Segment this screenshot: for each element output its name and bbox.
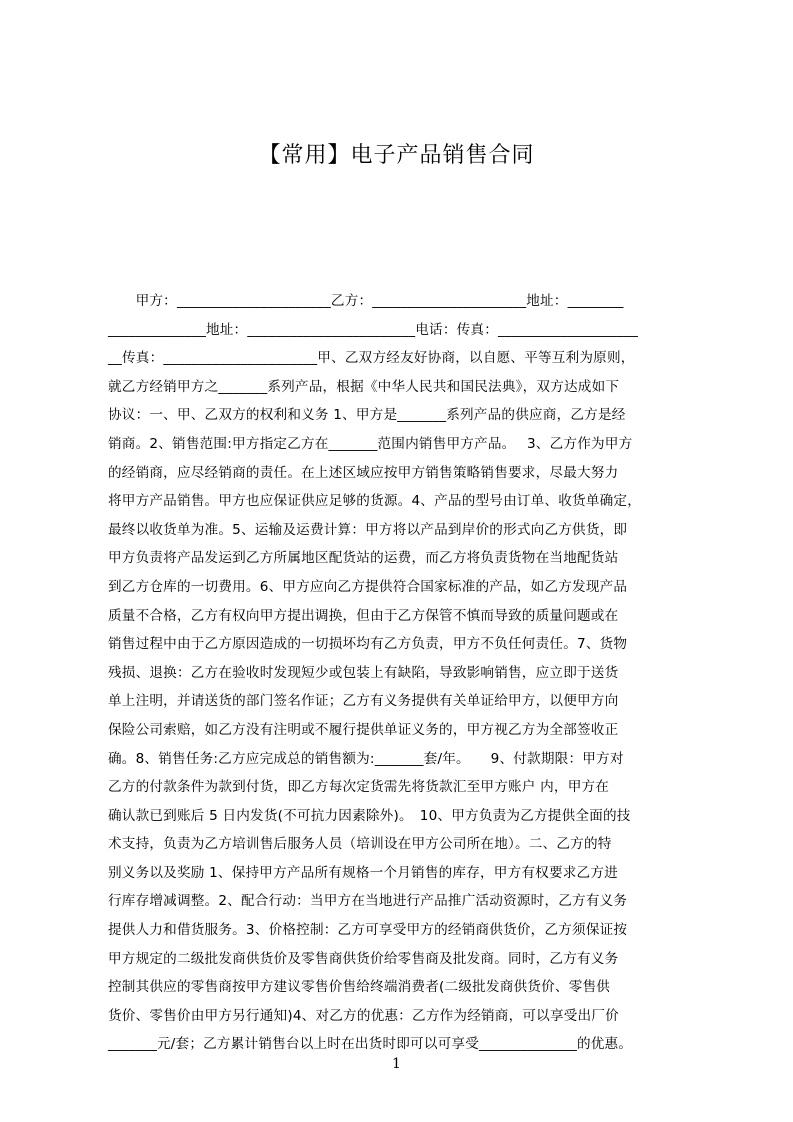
body-line: 确。8、销售任务:乙方应完成总的销售额为:_______套/年。 9、付款期限：甲方对 [108, 750, 624, 767]
body-line: 将甲方产品销售。甲方也应保证供应足够的货源。4、产品的型号由订单、收货单确定， [108, 493, 642, 510]
body-line: _______元/套；乙方累计销售台以上时在出货时即可以可享受______________的优惠。 [108, 1036, 633, 1053]
body-line: 的经销商，应尽经销商的责任。在上述区域应按甲方销售策略销售要求，尽最大努力 [108, 464, 619, 481]
body-line: 就乙方经销甲方之_______系列产品，根据《中华人民共和国民法典》，双方达成如下 [108, 378, 620, 395]
page-number: 1 [392, 1056, 401, 1072]
body-line: 最终以收货单为准。5、运输及运费计算：甲方将以产品到岸价的形式向乙方供货，即 [108, 521, 628, 538]
body-line: 残损、退换：乙方在验收时发现短少或包装上有缺陷，导致影响销售，应立即于送货 [108, 664, 619, 681]
body-line: 甲方规定的二级批发商供货价及零售商供货价给零售商及批发商。同时，乙方有义务 [108, 950, 619, 967]
body-line: 甲方：______________________乙方：______________________地址：________ [108, 293, 624, 309]
body-line: 甲方负责将产品发运到乙方所属地区配货站的运费，而乙方将负责货物在当地配货站 [108, 550, 619, 567]
body-line: 术支持，负责为乙方培训售后服务人员（培训设在甲方公司所在地）。二、乙方的特 [108, 836, 612, 853]
document-title: 【常用】电子产品销售合同 [258, 143, 535, 168]
body-line: ______________地址：________________________电话：传真：____________________ [108, 321, 638, 338]
body-line: 行库存增减调整。2、配合行动：当甲方在当地进行产品推广活动资源时，乙方有义务 [108, 893, 628, 910]
body-line: 协议：一、甲、乙双方的权利和义务 1、甲方是_______系列产品的供应商，乙方是经 [108, 407, 626, 424]
body-line: __传真：______________________甲、乙双方经友好协商，以自愿、平等互利为原则， [108, 350, 635, 367]
body-line: 乙方的付款条件为款到付货，即乙方每次定货需先将货款汇至甲方账户 内，甲方在 [108, 779, 610, 796]
body-line: 单上注明，并请送货的部门签名作证；乙方有义务提供有关单证给甲方，以便甲方向 [108, 693, 619, 710]
body-line: 销商。2、销售范围:甲方指定乙方在_______范围内销售甲方产品。 3、乙方作为甲方 [108, 435, 633, 452]
body-line: 质量不合格，乙方有权向甲方提出调换，但由于乙方保管不慎而导致的质量问题或在 [108, 607, 619, 624]
body-line: 货价、零售价由甲方另行通知)4、对乙方的优惠：乙方作为经销商，可以享受出厂价 [108, 1007, 619, 1024]
body-line: 确认款已到账后 5 日内发货(不可抗力因素除外)。 10、甲方负责为乙方提供全面的技 [108, 807, 631, 824]
body-line: 销售过程中由于乙方原因造成的一切损坏均有乙方负责，甲方不负任何责任。7、货物 [108, 636, 628, 653]
body-line: 保险公司索赔，如乙方没有注明或不履行提供单证义务的，甲方视乙方为全部签收正 [108, 721, 619, 738]
body-line: 控制其供应的零售商按甲方建议零售价售给终端消费者(二级批发商供货价、零售供 [108, 979, 611, 996]
body-line: 提供人力和借货服务。3、价格控制：乙方可享受甲方的经销商供货价，乙方须保证按 [108, 922, 628, 939]
body-line: 别义务以及奖励 1、保持甲方产品所有规格一个月销售的库存，甲方有权要求乙方进 [108, 864, 618, 881]
body-line: 到乙方仓库的一切费用。6、甲方应向乙方提供符合国家标准的产品，如乙方发现产品 [108, 578, 628, 595]
contract-body [108, 287, 700, 1053]
